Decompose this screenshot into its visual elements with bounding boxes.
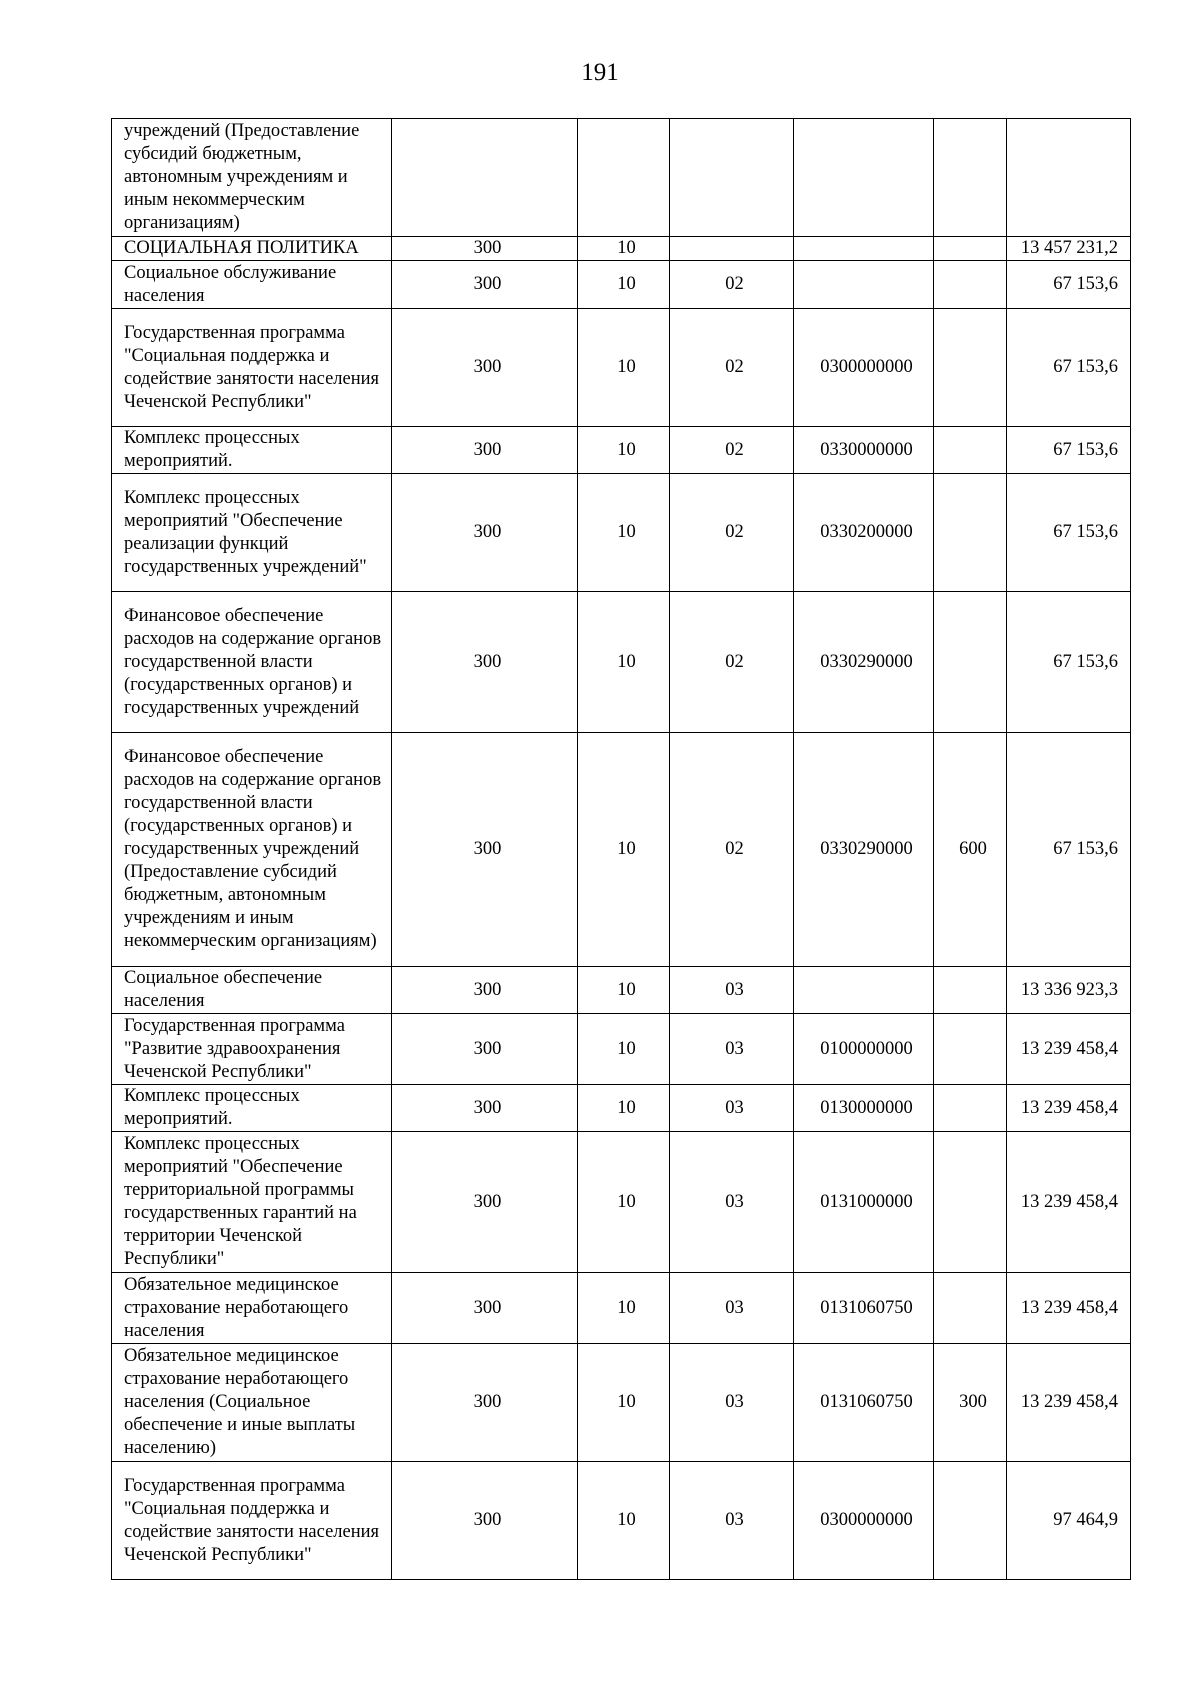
- expense-type-cell: [934, 1085, 1007, 1132]
- target-cell: 0330290000: [794, 592, 934, 733]
- row-name: Социальное обеспечение населения: [112, 967, 392, 1014]
- section-cell: 10: [578, 733, 670, 967]
- section-cell: 10: [578, 1273, 670, 1344]
- code-cell: 300: [392, 592, 578, 733]
- table-row: [112, 427, 1131, 474]
- amount-cell: 13 336 923,3: [1007, 967, 1131, 1014]
- row-name: Финансовое обеспечение расходов на содержание органов государственной власти (государственных органов) и государственных учреждений: [112, 592, 392, 733]
- row-name: Комплекс процессных мероприятий "Обеспечение территориальной программы государственных гарантий на территории Чеченской Республики": [112, 1132, 392, 1273]
- target-cell: 0131060750: [794, 1344, 934, 1462]
- amount-cell: 67 153,6: [1007, 427, 1131, 474]
- code-cell: 300: [392, 427, 578, 474]
- target-cell: 0330290000: [794, 733, 934, 967]
- code-cell: 300: [392, 1462, 578, 1580]
- section-cell: 10: [578, 592, 670, 733]
- amount-cell: [1007, 119, 1131, 237]
- code-cell: 300: [392, 1085, 578, 1132]
- section-cell: 10: [578, 427, 670, 474]
- table-row: [112, 1344, 1131, 1462]
- table-row: [112, 1273, 1131, 1344]
- section-cell: 10: [578, 1344, 670, 1462]
- subsection-cell: 03: [670, 1132, 794, 1273]
- target-cell: 0131060750: [794, 1273, 934, 1344]
- expense-type-cell: [934, 1273, 1007, 1344]
- section-cell: [578, 119, 670, 237]
- row-name: Государственная программа "Социальная поддержка и содействие занятости населения Чеченской Республики": [112, 309, 392, 427]
- subsection-cell: 03: [670, 1014, 794, 1085]
- code-cell: 300: [392, 309, 578, 427]
- row-name: Комплекс процессных мероприятий.: [112, 1085, 392, 1132]
- table-row: [112, 474, 1131, 592]
- subsection-cell: 02: [670, 733, 794, 967]
- target-cell: 0100000000: [794, 1014, 934, 1085]
- subsection-cell: [670, 119, 794, 237]
- amount-cell: 13 239 458,4: [1007, 1344, 1131, 1462]
- target-cell: [794, 967, 934, 1014]
- subsection-cell: 02: [670, 474, 794, 592]
- section-cell: 10: [578, 1014, 670, 1085]
- subsection-cell: 03: [670, 967, 794, 1014]
- table-row: [112, 967, 1131, 1014]
- row-name: Государственная программа "Социальная поддержка и содействие занятости населения Чеченской Республики": [112, 1462, 392, 1580]
- target-cell: 0130000000: [794, 1085, 934, 1132]
- code-cell: 300: [392, 237, 578, 261]
- row-name: Финансовое обеспечение расходов на содержание органов государственной власти (государственных органов) и государственных учреждений (Предоставление субсидий бюджетным, автономным учреждениям и иным некоммерческим организациям): [112, 733, 392, 967]
- expense-type-cell: 300: [934, 1344, 1007, 1462]
- amount-cell: 67 153,6: [1007, 733, 1131, 967]
- code-cell: 300: [392, 261, 578, 309]
- row-name: учреждений (Предоставление субсидий бюджетным, автономным учреждениям и иным некоммерческим организациям): [112, 119, 392, 237]
- amount-cell: 67 153,6: [1007, 474, 1131, 592]
- subsection-cell: 02: [670, 427, 794, 474]
- subsection-cell: 03: [670, 1462, 794, 1580]
- code-cell: 300: [392, 474, 578, 592]
- section-cell: 10: [578, 1132, 670, 1273]
- page-number: 191: [581, 59, 619, 86]
- amount-cell: 13 239 458,4: [1007, 1014, 1131, 1085]
- subsection-cell: 03: [670, 1085, 794, 1132]
- amount-cell: 67 153,6: [1007, 309, 1131, 427]
- amount-cell: 13 239 458,4: [1007, 1132, 1131, 1273]
- target-cell: [794, 119, 934, 237]
- code-cell: 300: [392, 1132, 578, 1273]
- row-name: Государственная программа "Развитие здравоохранения Чеченской Республики": [112, 1014, 392, 1085]
- target-cell: 0131000000: [794, 1132, 934, 1273]
- target-cell: 0330200000: [794, 474, 934, 592]
- expense-type-cell: [934, 592, 1007, 733]
- table-row: [112, 119, 1131, 237]
- code-cell: 300: [392, 733, 578, 967]
- target-cell: 0330000000: [794, 427, 934, 474]
- budget-table: [111, 118, 1131, 1580]
- amount-cell: 67 153,6: [1007, 261, 1131, 309]
- section-cell: 10: [578, 237, 670, 261]
- subsection-cell: 02: [670, 309, 794, 427]
- subsection-cell: 03: [670, 1344, 794, 1462]
- code-cell: 300: [392, 1014, 578, 1085]
- amount-cell: 13 239 458,4: [1007, 1273, 1131, 1344]
- section-cell: 10: [578, 1462, 670, 1580]
- code-cell: [392, 119, 578, 237]
- section-cell: 10: [578, 967, 670, 1014]
- row-name: Комплекс процессных мероприятий.: [112, 427, 392, 474]
- row-name: Обязательное медицинское страхование неработающего населения: [112, 1273, 392, 1344]
- code-cell: 300: [392, 1344, 578, 1462]
- table-row: [112, 592, 1131, 733]
- expense-type-cell: [934, 1462, 1007, 1580]
- subsection-cell: 02: [670, 261, 794, 309]
- target-cell: [794, 237, 934, 261]
- table-row: [112, 733, 1131, 967]
- expense-type-cell: [934, 119, 1007, 237]
- code-cell: 300: [392, 967, 578, 1014]
- row-name: Комплекс процессных мероприятий "Обеспечение реализации функций государственных учреждений": [112, 474, 392, 592]
- expense-type-cell: [934, 237, 1007, 261]
- section-cell: 10: [578, 474, 670, 592]
- section-cell: 10: [578, 1085, 670, 1132]
- table-row: [112, 261, 1131, 309]
- row-name: Обязательное медицинское страхование неработающего населения (Социальное обеспечение и иные выплаты населению): [112, 1344, 392, 1462]
- row-name: Социальное обслуживание населения: [112, 261, 392, 309]
- subsection-cell: [670, 237, 794, 261]
- table-row: [112, 1462, 1131, 1580]
- target-cell: [794, 261, 934, 309]
- amount-cell: 13 457 231,2: [1007, 237, 1131, 261]
- table-row: [112, 1014, 1131, 1085]
- expense-type-cell: 600: [934, 733, 1007, 967]
- code-cell: 300: [392, 1273, 578, 1344]
- target-cell: 0300000000: [794, 1462, 934, 1580]
- section-cell: 10: [578, 261, 670, 309]
- expense-type-cell: [934, 261, 1007, 309]
- expense-type-cell: [934, 474, 1007, 592]
- expense-type-cell: [934, 309, 1007, 427]
- target-cell: 0300000000: [794, 309, 934, 427]
- section-cell: 10: [578, 309, 670, 427]
- expense-type-cell: [934, 1132, 1007, 1273]
- expense-type-cell: [934, 427, 1007, 474]
- amount-cell: 13 239 458,4: [1007, 1085, 1131, 1132]
- amount-cell: 67 153,6: [1007, 592, 1131, 733]
- table-row: [112, 1085, 1131, 1132]
- table-row: [112, 1132, 1131, 1273]
- row-name: СОЦИАЛЬНАЯ ПОЛИТИКА: [112, 237, 392, 261]
- table-row: [112, 309, 1131, 427]
- subsection-cell: 03: [670, 1273, 794, 1344]
- amount-cell: 97 464,9: [1007, 1462, 1131, 1580]
- expense-type-cell: [934, 1014, 1007, 1085]
- expense-type-cell: [934, 967, 1007, 1014]
- table-row: [112, 237, 1131, 261]
- subsection-cell: 02: [670, 592, 794, 733]
